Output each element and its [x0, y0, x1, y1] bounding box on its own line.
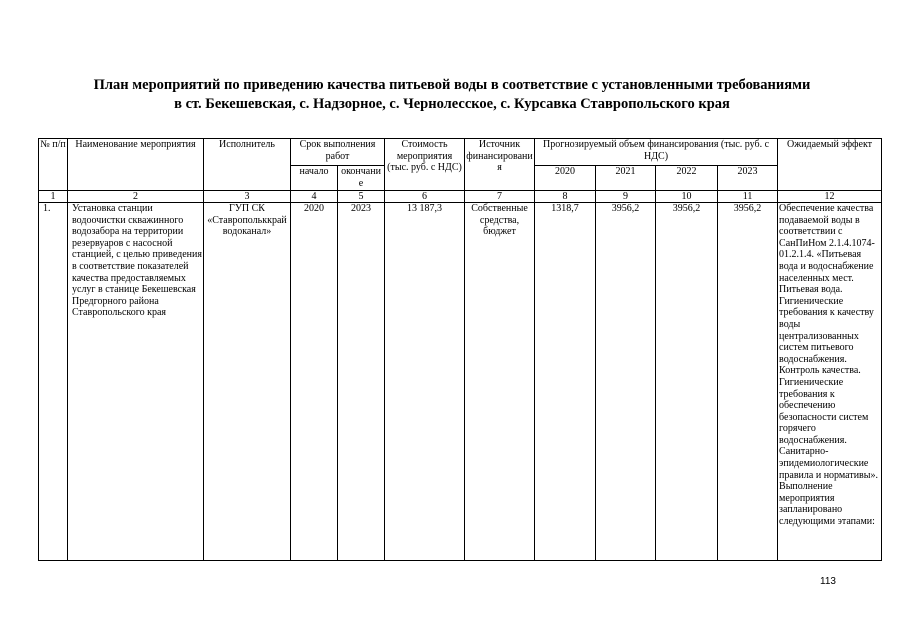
header-effect: Ожидаемый эффект [778, 139, 882, 191]
column-number: 11 [718, 191, 778, 203]
column-number: 7 [465, 191, 535, 203]
row-start: 2020 [291, 203, 338, 561]
column-number: 2 [68, 191, 204, 203]
header-year-2020: 2020 [535, 166, 596, 191]
row-name: Установка станции водоочистки скважинного водозабора на территории резервуаров с насосной станцией, с целью приведения в соответствие показателей качества предоставляемых услуг в станице Бекешевская Предгорного района Ставропольского края [68, 203, 204, 561]
table-row [39, 203, 882, 561]
row-amount-2021: 3956,2 [596, 203, 656, 561]
column-number: 6 [385, 191, 465, 203]
column-number: 1 [39, 191, 68, 203]
column-numbers-row [39, 191, 882, 203]
header-term: Срок выполнения работ [291, 139, 385, 166]
header-source: Источник финансирования [465, 139, 535, 191]
document-title [40, 76, 864, 114]
page-number: 113 [820, 576, 836, 587]
title-line-1: План мероприятий по приведению качества питьевой воды в соответствие с установленными требованиями [93, 77, 811, 93]
row-effect: Обеспечение качества подаваемой воды в соответствии с СанПиНом 2.1.4.1074-01.2.1.4. «Питьевая вода и водоснабжение населенных мест. Питьевая вода. Гигиенические требования к качеству воды централизованных систем питьевого водоснабжения. Контроль качества. Гигиенические требования к обеспечению безопасности систем горячего водоснабжения. Санитарно-эпидемиологические правила и нормативы». Выполнение мероприятия запланировано следующими этапами: [778, 203, 882, 561]
header-forecast: Прогнозируемый объем финансирования (тыс. руб. с НДС) [535, 139, 778, 166]
row-amount-2020: 1318,7 [535, 203, 596, 561]
row-num: 1. [39, 203, 68, 561]
row-cost: 13 187,3 [385, 203, 465, 561]
column-number: 5 [338, 191, 385, 203]
column-number: 10 [656, 191, 718, 203]
row-executor: ГУП СК «Ставропольккрайводоканал» [204, 203, 291, 561]
row-amount-2022: 3956,2 [656, 203, 718, 561]
measures-table [38, 138, 882, 561]
header-year-2021: 2021 [596, 166, 656, 191]
row-source: Собственные средства, бюджет [465, 203, 535, 561]
column-number: 4 [291, 191, 338, 203]
header-term-end: окончание [338, 166, 385, 191]
column-number: 9 [596, 191, 656, 203]
row-end: 2023 [338, 203, 385, 561]
row-amount-2023: 3956,2 [718, 203, 778, 561]
header-term-start: начало [291, 166, 338, 191]
header-num: № п/п [39, 139, 68, 191]
column-number: 8 [535, 191, 596, 203]
header-cost: Стоимость мероприятия (тыс. руб. с НДС) [385, 139, 465, 191]
header-year-2023: 2023 [718, 166, 778, 191]
column-number: 3 [204, 191, 291, 203]
header-year-2022: 2022 [656, 166, 718, 191]
column-number: 12 [778, 191, 882, 203]
header-name: Наименование мероприятия [68, 139, 204, 191]
title-line-2: в ст. Бекешевская, с. Надзорное, с. Чернолесское, с. Курсавка Ставропольского края [174, 96, 730, 112]
header-executor: Исполнитель [204, 139, 291, 191]
header-row-1 [39, 139, 882, 166]
